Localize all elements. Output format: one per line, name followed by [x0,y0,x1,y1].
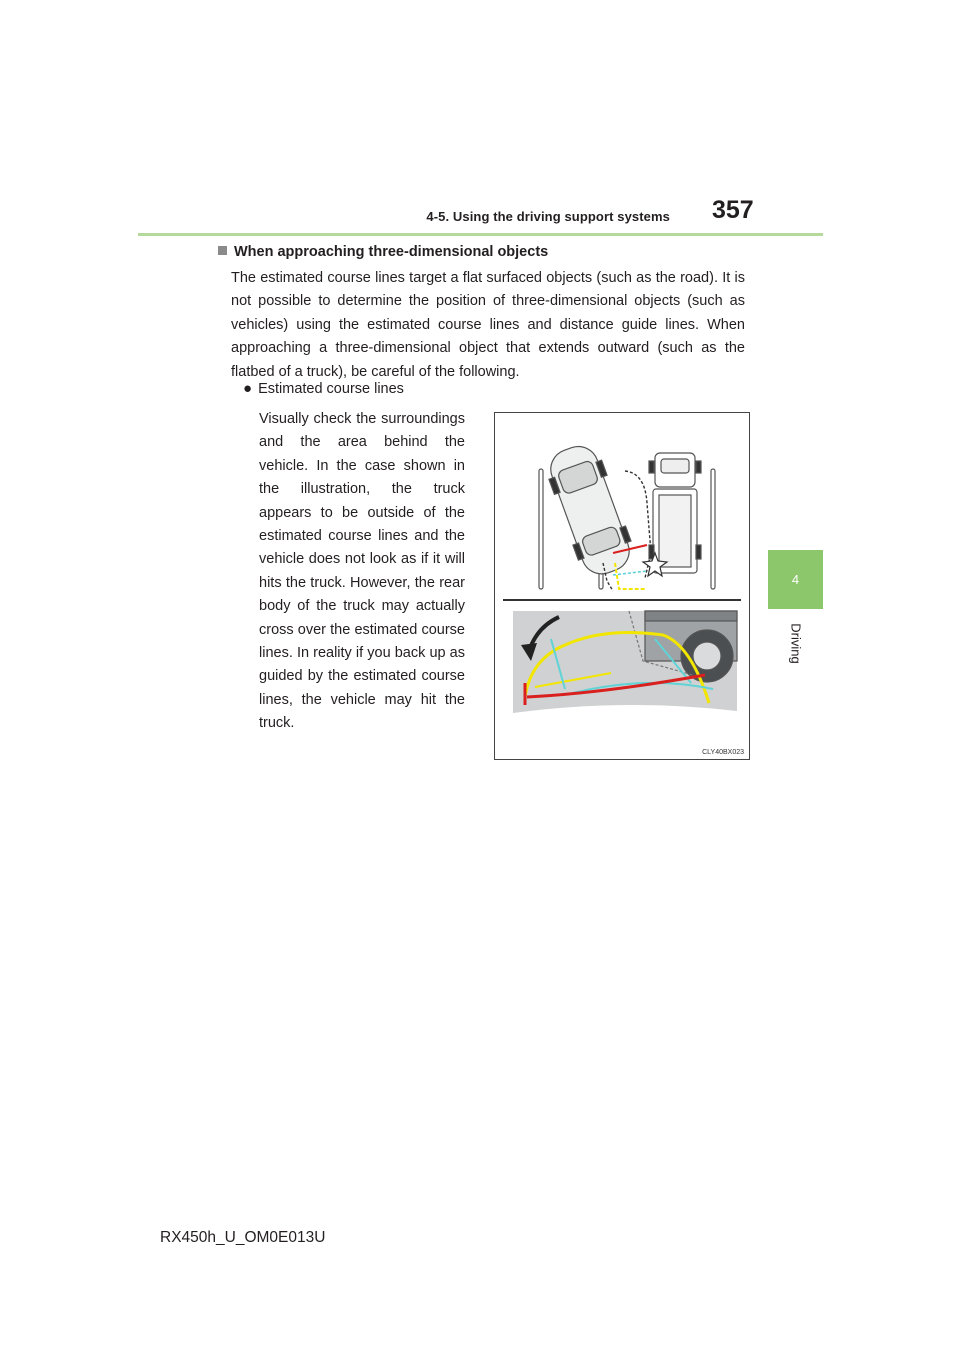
bullet-text: Estimated course lines [258,381,404,397]
parking-scene [539,440,715,591]
guide-line-cyan [613,571,647,575]
parking-line-right [711,469,715,589]
chapter-number: 4 [791,572,800,587]
detail-paragraph: Visually check the surroundings and the area behind the vehicle. In the case shown in the illustration, the truck appears to be outside of the estimated course lines and the vehicle does not look as if it will hits the truck. However, the rear body of the truck may actually cross over the estimated course lines. In reality if you back up as guided by the estimated course lines, the vehicle may hit the truck. [259,411,465,732]
bullet-item [243,380,404,397]
figure-code: CLY40BX023 [702,749,744,756]
footer-code: RX450h_U_OM0E013U [160,1229,326,1246]
body-paragraph: The estimated course lines target a flat surfaced objects (such as the road). It is not possible to determine the position of three-dimensional objects (such as vehicles) using the estimated course lines and distance guide lines. When approaching a three-dimensional object that extends outward (such as the flatbed of a truck), be careful of the following. [231,270,745,380]
chapter-tab [768,550,823,609]
round-bullet-icon: ● [243,380,253,397]
truck-icon [649,453,701,573]
car-icon [541,440,638,581]
square-bullet-icon [218,246,227,255]
page-number: 357 [712,196,754,224]
illustration [494,412,750,760]
chapter-label [781,618,811,668]
illustration-svg [495,413,749,759]
bumper-area [513,705,737,743]
header-rule [138,233,823,236]
subheading [218,244,758,260]
subheading-text: When approaching three-dimensional objects [234,244,549,260]
header-section-title: 4-5. Using the driving support systems [426,209,670,224]
camera-screen [513,611,737,743]
chapter-label-text: Driving [788,622,804,664]
parking-line-left [539,469,543,589]
